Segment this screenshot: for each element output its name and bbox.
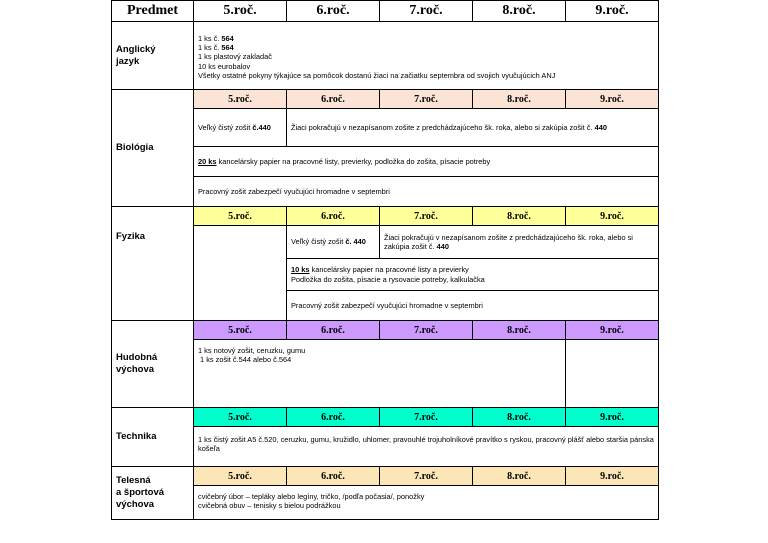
biologia-rest: Žiaci pokračujú v nezapísanom zošite z predchádzajúceho šk. roka, alebo si zakúpia zošit č. 440	[287, 109, 659, 147]
hudobna-content: 1 ks notový zošit, ceruzku, gumu 1 ks zošit č.544 alebo č.564	[194, 340, 566, 408]
anglicky-content	[194, 22, 659, 90]
row-technika-content	[112, 427, 659, 467]
biologia-paper: 20 ks kancelársky papier na pracovné listy, previerky, podložka do zošita, písacie potreby	[194, 147, 659, 177]
header-year-6: 6.roč.	[287, 1, 380, 22]
header-year-8: 8.roč.	[473, 1, 566, 22]
fyzika-year-8: 8.roč.	[473, 207, 566, 226]
hudobna-year-7: 7.roč.	[380, 321, 473, 340]
biologia-year-6: 6.roč.	[287, 90, 380, 109]
fyzika-col6: Veľký čistý zošit č. 440	[287, 226, 380, 259]
subject-hudobna: Hudobná výchova	[112, 321, 194, 408]
technika-year-7: 7.roč.	[380, 408, 473, 427]
table-header-row	[112, 1, 659, 22]
row-biologia-workbook	[112, 177, 659, 207]
subject-telesna: Telesná a športová výchova	[112, 467, 194, 520]
telesna-year-9: 9.roč.	[566, 467, 659, 486]
row-telesna-years	[112, 467, 659, 486]
row-biologia-notebook	[112, 109, 659, 147]
biologia-col5: Veľký čistý zošit č.440	[194, 109, 287, 147]
fyzika-year-7: 7.roč.	[380, 207, 473, 226]
telesna-year-7: 7.roč.	[380, 467, 473, 486]
hudobna-year-8: 8.roč.	[473, 321, 566, 340]
header-year-9: 9.roč.	[566, 1, 659, 22]
fyzika-year-9: 9.roč.	[566, 207, 659, 226]
telesna-year-8: 8.roč.	[473, 467, 566, 486]
fyzika-year-5: 5.roč.	[194, 207, 287, 226]
row-fyzika-notebook	[112, 226, 659, 259]
subject-anglicky-line2: jazyk	[116, 55, 140, 67]
telesna-year-5: 5.roč.	[194, 467, 287, 486]
hudobna-col9-empty	[566, 340, 659, 408]
technika-content: 1 ks čistý zošit A5 č.520, ceruzku, gumu, kružidlo, uhlomer, pravouhlé trojuholníkové pravítko s ryskou, pracovný plášť alebo staršia pánska košeľa	[194, 427, 659, 467]
subject-fyzika: Fyzika	[112, 207, 194, 321]
row-hudobna-content	[112, 340, 659, 408]
row-hudobna-years	[112, 321, 659, 340]
anglicky-line-3: 1 ks plastový zakladač	[198, 52, 272, 62]
anglicky-line-1: 1 ks č. 564	[198, 34, 234, 43]
technika-year-9: 9.roč.	[566, 408, 659, 427]
fyzika-col5-empty	[194, 226, 287, 321]
row-telesna-content	[112, 486, 659, 520]
header-year-7: 7.roč.	[380, 1, 473, 22]
biologia-year-7: 7.roč.	[380, 90, 473, 109]
fyzika-paper: 10 ks kancelársky papier na pracovné listy a previerky Podložka do zošita, písacie a rysovacie potreby, kalkulačka	[287, 259, 659, 291]
row-fyzika-years	[112, 207, 659, 226]
fyzika-workbook: Pracovný zošit zabezpečí vyučujúci hromadne v septembri	[287, 291, 659, 321]
technika-year-5: 5.roč.	[194, 408, 287, 427]
fyzika-rest: Žiaci pokračujú v nezapísanom zošite z predchádzajúceho šk. roka, alebo si zakúpia zošit č. 440	[380, 226, 659, 259]
subject-anglicky-line1: Anglický	[116, 43, 156, 55]
anglicky-line-4: 10 ks eurobalov	[198, 61, 251, 71]
hudobna-year-9: 9.roč.	[566, 321, 659, 340]
row-biologia-paper	[112, 147, 659, 177]
telesna-year-6: 6.roč.	[287, 467, 380, 486]
technika-year-8: 8.roč.	[473, 408, 566, 427]
school-supplies-page	[111, 0, 658, 520]
subject-anglicky	[112, 22, 194, 90]
subject-biologia: Biológia	[112, 90, 194, 207]
biologia-workbook: Pracovný zošit zabezpečí vyučujúci hromadne v septembri	[194, 177, 659, 207]
row-biologia-years	[112, 90, 659, 109]
subject-technika: Technika	[112, 408, 194, 467]
biologia-year-5: 5.roč.	[194, 90, 287, 109]
biologia-year-9: 9.roč.	[566, 90, 659, 109]
row-technika-years	[112, 408, 659, 427]
hudobna-year-6: 6.roč.	[287, 321, 380, 340]
telesna-content: cvičebný úbor – tepláky alebo legíny, tričko, /podľa počasia/, ponožky cvičebná obuv – tenisky s bielou podrážkou	[194, 486, 659, 520]
header-year-5: 5.roč.	[194, 1, 287, 22]
anglicky-line-5: Všetky ostatné pokyny týkajúce sa pomôcok dostanú žiaci na začiatku septembra od svojich vyučujúcich ANJ	[198, 70, 556, 80]
anglicky-line-2: 1 ks č. 564	[198, 43, 234, 53]
biologia-year-8: 8.roč.	[473, 90, 566, 109]
header-predmet: Predmet	[112, 1, 194, 22]
technika-year-6: 6.roč.	[287, 408, 380, 427]
hudobna-year-5: 5.roč.	[194, 321, 287, 340]
row-anglicky	[112, 22, 659, 90]
fyzika-year-6: 6.roč.	[287, 207, 380, 226]
supplies-table	[111, 0, 659, 520]
